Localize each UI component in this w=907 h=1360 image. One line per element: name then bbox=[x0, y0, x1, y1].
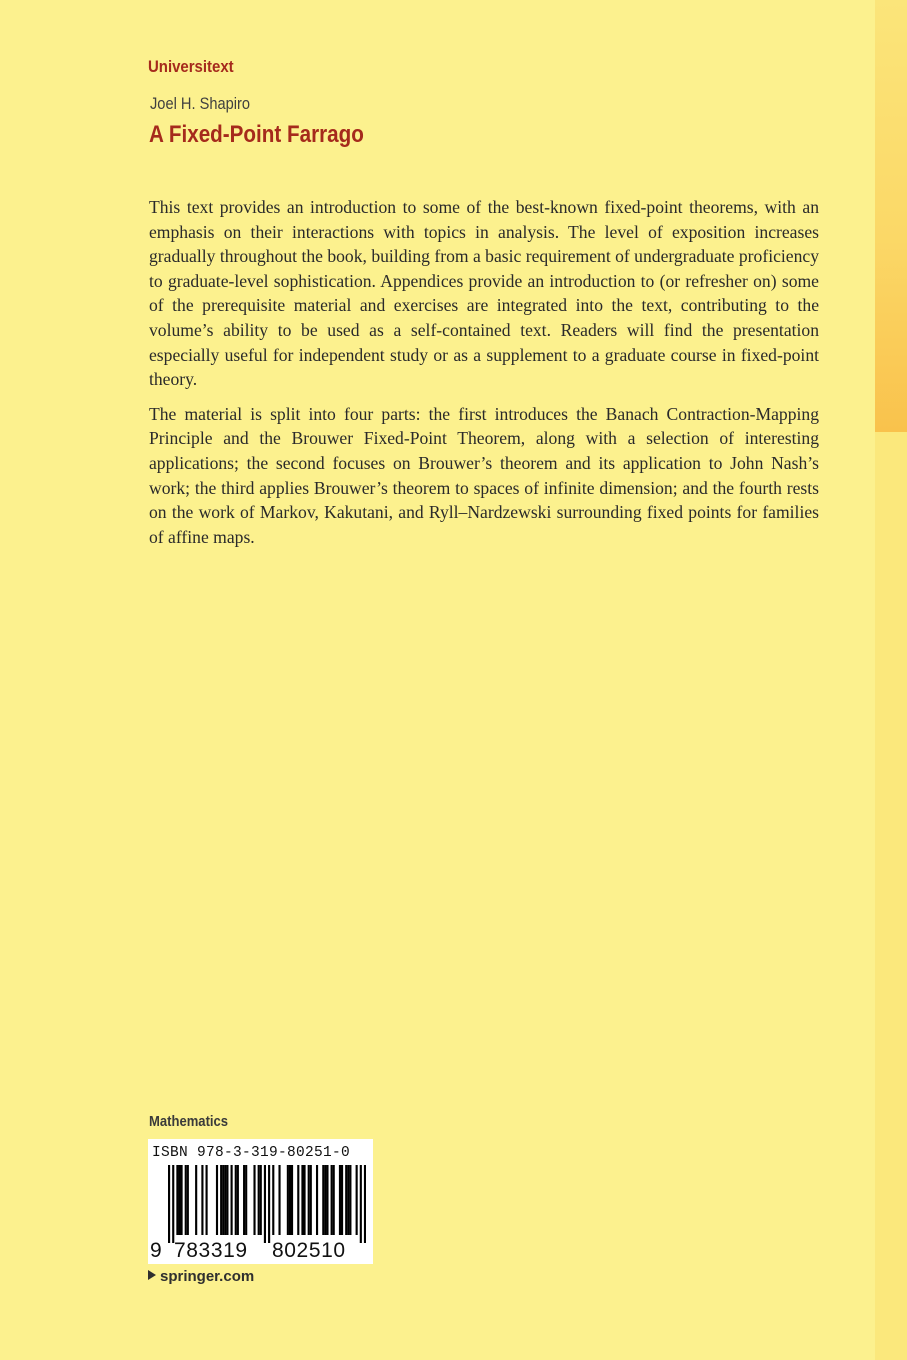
barcode-bar bbox=[253, 1165, 255, 1235]
barcode-bar bbox=[181, 1165, 183, 1235]
barcode-bar bbox=[187, 1165, 189, 1235]
barcode-bar bbox=[310, 1165, 312, 1235]
ean-digits bbox=[148, 1239, 373, 1263]
barcode-bar bbox=[268, 1165, 270, 1243]
book-title: A Fixed-Point Farrago bbox=[149, 121, 364, 148]
barcode-bar bbox=[303, 1165, 305, 1235]
barcode-bar bbox=[178, 1165, 180, 1235]
barcode-bar bbox=[260, 1165, 262, 1235]
blurb-paragraph-2: The material is split into four parts: the first introduces the Banach Contraction-Mapping Principle and the Brouwer Fixed-Point Theorem, along with a selection of interesting applications; the second focuses on Brouwer’s theorem and its application to John Nash’s work; the third applies Brouwer’s theorem to spaces of infinite dimension; and the fourth rests on the work of Markov, Kakutani, and Ryll–Nardzewski surrounding fixed points for families of affine maps. bbox=[149, 403, 819, 547]
barcode-bar bbox=[237, 1165, 239, 1235]
isbn-barcode bbox=[148, 1139, 373, 1264]
ean-left-group: 783319 bbox=[174, 1239, 248, 1262]
barcode-bar bbox=[243, 1165, 245, 1235]
barcode-bar bbox=[364, 1165, 366, 1243]
barcode-bar bbox=[235, 1165, 237, 1235]
barcode-bar bbox=[322, 1165, 324, 1235]
barcode-bar bbox=[356, 1165, 358, 1235]
barcode-bar bbox=[278, 1165, 280, 1235]
barcode-bar bbox=[176, 1165, 178, 1235]
barcode-bar bbox=[360, 1165, 362, 1243]
barcode-bar bbox=[291, 1165, 293, 1235]
blurb-text bbox=[149, 195, 819, 559]
barcode-bar bbox=[301, 1165, 303, 1235]
spine-color-tab bbox=[875, 0, 907, 432]
barcode-bar bbox=[206, 1165, 208, 1235]
ean-first-digit: 9 bbox=[150, 1239, 162, 1262]
barcode-bar bbox=[297, 1165, 299, 1235]
barcode-bar bbox=[289, 1165, 291, 1235]
barcode-bar bbox=[195, 1165, 197, 1235]
arrow-right-icon bbox=[148, 1270, 156, 1280]
barcode-bar bbox=[168, 1165, 170, 1243]
barcode-bar bbox=[185, 1165, 187, 1235]
barcode-bar bbox=[226, 1165, 228, 1235]
publisher-link-text: springer.com bbox=[160, 1268, 255, 1285]
barcode-bar bbox=[258, 1165, 260, 1235]
barcode-bar bbox=[324, 1165, 326, 1235]
barcode-bar bbox=[331, 1165, 333, 1235]
barcode-bars bbox=[168, 1165, 366, 1243]
barcode-bar bbox=[224, 1165, 226, 1235]
isbn-label: ISBN 978-3-319-80251-0 bbox=[152, 1145, 351, 1161]
barcode-bar bbox=[245, 1165, 247, 1235]
barcode-bar bbox=[326, 1165, 328, 1235]
barcode-bar bbox=[216, 1165, 218, 1235]
barcode-bar bbox=[231, 1165, 233, 1235]
barcode-bar bbox=[220, 1165, 222, 1235]
subject-category: Mathematics bbox=[149, 1114, 229, 1130]
barcode-bar bbox=[341, 1165, 343, 1235]
barcode-bar bbox=[339, 1165, 341, 1235]
barcode-bar bbox=[316, 1165, 318, 1235]
barcode-bar bbox=[172, 1165, 174, 1243]
publisher-link[interactable] bbox=[148, 1268, 254, 1285]
barcode-bar bbox=[287, 1165, 289, 1235]
barcode-bar bbox=[308, 1165, 310, 1235]
barcode-bar bbox=[264, 1165, 266, 1243]
barcode-bar bbox=[333, 1165, 335, 1235]
barcode-bar bbox=[349, 1165, 351, 1235]
barcode-bar bbox=[222, 1165, 224, 1235]
author-name: Joel H. Shapiro bbox=[150, 94, 250, 113]
series-name: Universitext bbox=[148, 57, 234, 76]
barcode-bar bbox=[347, 1165, 349, 1235]
ean-right-group: 802510 bbox=[272, 1239, 346, 1262]
blurb-paragraph-1: This text provides an introduction to some of the best-known fixed-point theorems, with an emphasis on their interactions with topics in analysis. The level of exposition increases gradually throughout the book, building from a basic requirement of undergraduate proficiency to graduate-level sophistication. Appendices provide an introduction to (or refresher on) some of the prerequisite material and exercises are integrated into the text, contributing to the volume’s ability to be used as a self-contained text. Readers will find the presentation especially useful for independent study or as a supplement to a graduate course in fixed-point theory. bbox=[149, 197, 819, 390]
barcode-bar bbox=[345, 1165, 347, 1235]
barcode-bar bbox=[272, 1165, 274, 1235]
barcode-bar bbox=[201, 1165, 203, 1235]
